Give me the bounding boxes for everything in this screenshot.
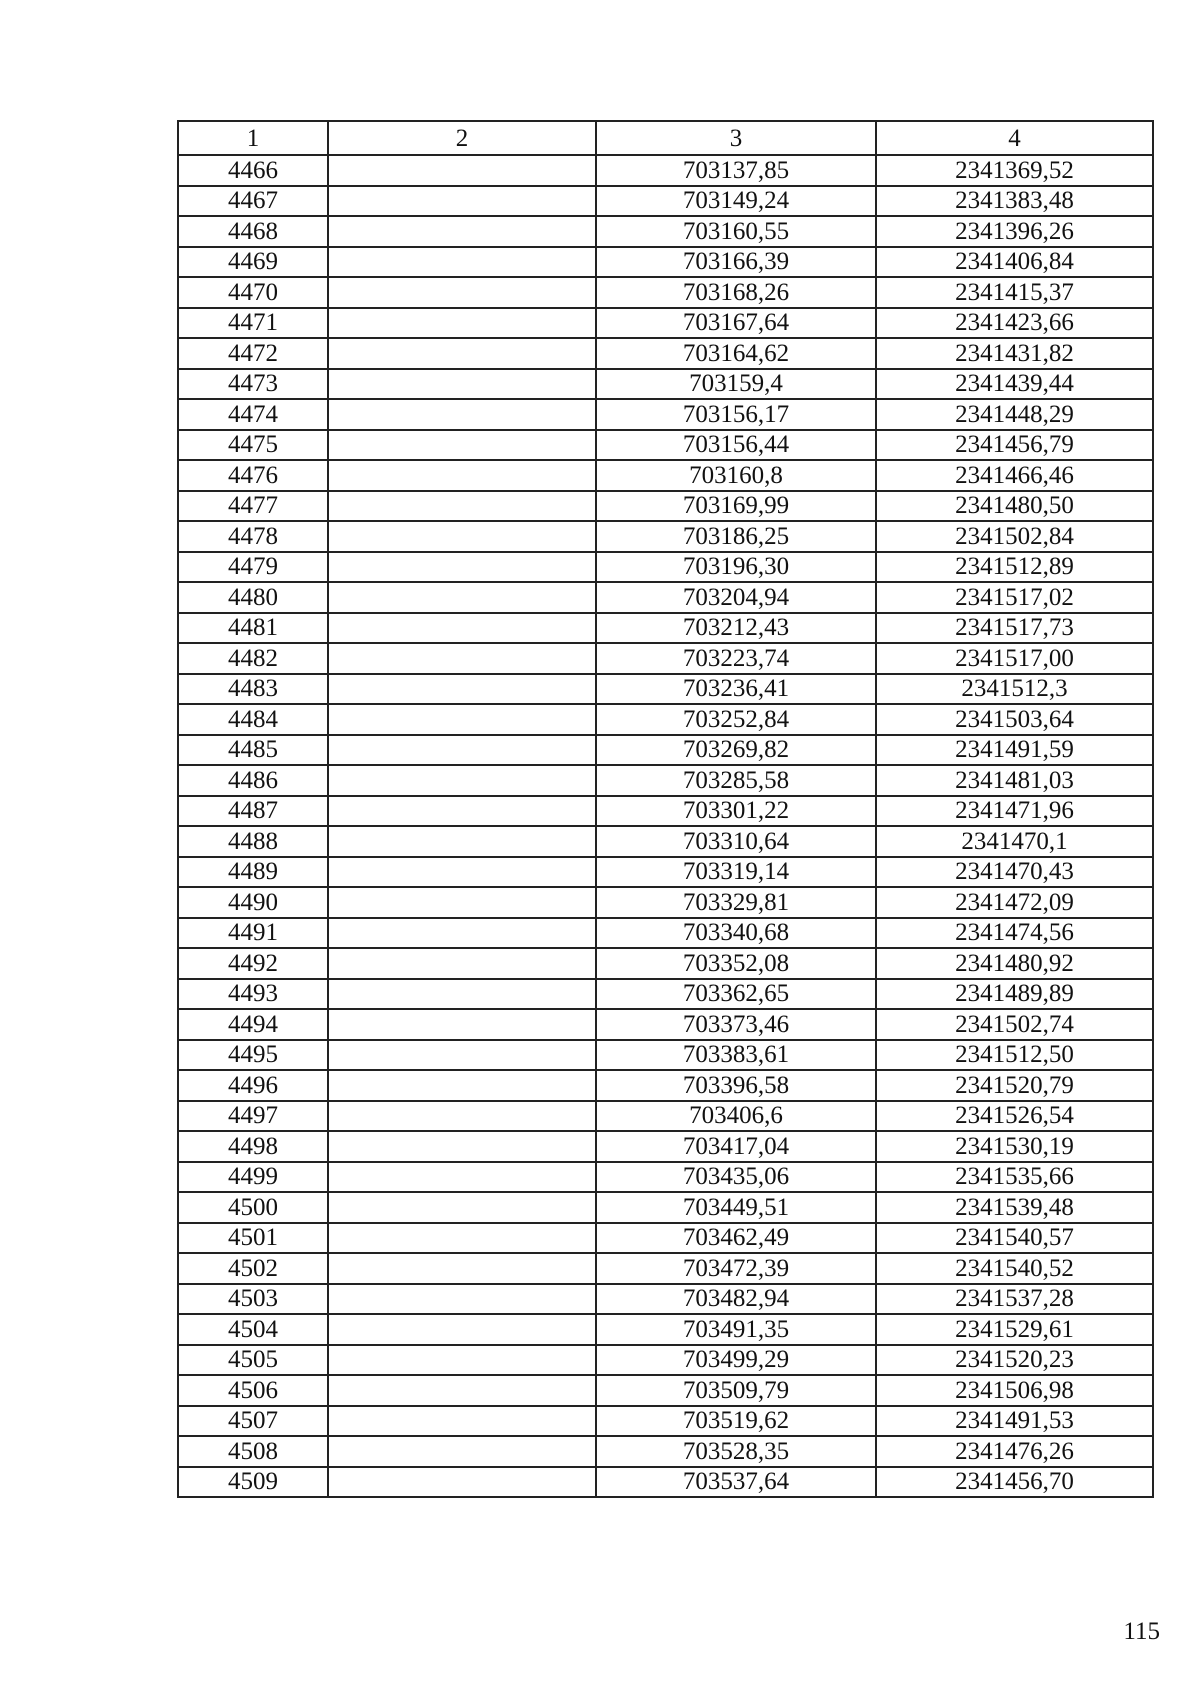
table-cell-col-4: 2341406,84 bbox=[876, 247, 1153, 278]
table-row bbox=[178, 521, 1153, 552]
table-cell-col-4: 2341456,70 bbox=[876, 1467, 1153, 1498]
table-cell-col-1: 4491 bbox=[178, 918, 328, 949]
table-cell-col-4: 2341540,57 bbox=[876, 1223, 1153, 1254]
table-cell-col-2 bbox=[328, 430, 596, 461]
table-cell-col-2 bbox=[328, 674, 596, 705]
table-cell-col-4: 2341480,92 bbox=[876, 948, 1153, 979]
table-row bbox=[178, 186, 1153, 217]
table-row bbox=[178, 918, 1153, 949]
table-cell-col-2 bbox=[328, 1101, 596, 1132]
table-cell-col-3: 703482,94 bbox=[596, 1284, 876, 1315]
table-row bbox=[178, 1192, 1153, 1223]
table-row bbox=[178, 979, 1153, 1010]
table-cell-col-4: 2341369,52 bbox=[876, 155, 1153, 186]
table-row bbox=[178, 1070, 1153, 1101]
table-cell-col-3: 703462,49 bbox=[596, 1223, 876, 1254]
table-cell-col-4: 2341415,37 bbox=[876, 277, 1153, 308]
table-cell-col-4: 2341517,02 bbox=[876, 582, 1153, 613]
table-cell-col-4: 2341512,50 bbox=[876, 1040, 1153, 1071]
table-cell-col-4: 2341517,73 bbox=[876, 613, 1153, 644]
table-cell-col-1: 4469 bbox=[178, 247, 328, 278]
table-cell-col-2 bbox=[328, 155, 596, 186]
table-cell-col-1: 4472 bbox=[178, 338, 328, 369]
table-row bbox=[178, 1284, 1153, 1315]
table-cell-col-3: 703509,79 bbox=[596, 1375, 876, 1406]
table-row bbox=[178, 765, 1153, 796]
table-cell-col-3: 703236,41 bbox=[596, 674, 876, 705]
table-cell-col-3: 703156,17 bbox=[596, 399, 876, 430]
table-row bbox=[178, 613, 1153, 644]
table-row bbox=[178, 674, 1153, 705]
table-cell-col-3: 703528,35 bbox=[596, 1436, 876, 1467]
table-cell-col-3: 703164,62 bbox=[596, 338, 876, 369]
table-cell-col-4: 2341539,48 bbox=[876, 1192, 1153, 1223]
table-cell-col-2 bbox=[328, 643, 596, 674]
table-cell-col-2 bbox=[328, 369, 596, 400]
table-cell-col-1: 4497 bbox=[178, 1101, 328, 1132]
table-cell-col-2 bbox=[328, 277, 596, 308]
table-cell-col-1: 4471 bbox=[178, 308, 328, 339]
table-cell-col-1: 4495 bbox=[178, 1040, 328, 1071]
table-cell-col-1: 4483 bbox=[178, 674, 328, 705]
table-cell-col-4: 2341506,98 bbox=[876, 1375, 1153, 1406]
table-cell-col-2 bbox=[328, 796, 596, 827]
table-cell-col-4: 2341502,74 bbox=[876, 1009, 1153, 1040]
table-cell-col-2 bbox=[328, 308, 596, 339]
table-cell-col-3: 703252,84 bbox=[596, 704, 876, 735]
table-cell-col-1: 4507 bbox=[178, 1406, 328, 1437]
table-cell-col-4: 2341466,46 bbox=[876, 460, 1153, 491]
table-cell-col-3: 703519,62 bbox=[596, 1406, 876, 1437]
table-cell-col-3: 703435,06 bbox=[596, 1162, 876, 1193]
table-cell-col-3: 703406,6 bbox=[596, 1101, 876, 1132]
table-cell-col-3: 703396,58 bbox=[596, 1070, 876, 1101]
table-cell-col-3: 703156,44 bbox=[596, 430, 876, 461]
table-cell-col-2 bbox=[328, 613, 596, 644]
table-cell-col-4: 2341448,29 bbox=[876, 399, 1153, 430]
table-cell-col-4: 2341476,26 bbox=[876, 1436, 1153, 1467]
table-cell-col-2 bbox=[328, 1375, 596, 1406]
table-row bbox=[178, 1162, 1153, 1193]
table-cell-col-4: 2341471,96 bbox=[876, 796, 1153, 827]
table-cell-col-3: 703491,35 bbox=[596, 1314, 876, 1345]
table-cell-col-4: 2341512,89 bbox=[876, 552, 1153, 583]
table-row bbox=[178, 735, 1153, 766]
table-cell-col-4: 2341396,26 bbox=[876, 216, 1153, 247]
table-cell-col-1: 4489 bbox=[178, 857, 328, 888]
table-row bbox=[178, 1101, 1153, 1132]
table-cell-col-3: 703160,55 bbox=[596, 216, 876, 247]
table-cell-col-2 bbox=[328, 552, 596, 583]
table-cell-col-3: 703319,14 bbox=[596, 857, 876, 888]
table-cell-col-4: 2341491,59 bbox=[876, 735, 1153, 766]
table-cell-col-3: 703269,82 bbox=[596, 735, 876, 766]
table-cell-col-1: 4500 bbox=[178, 1192, 328, 1223]
table-cell-col-2 bbox=[328, 826, 596, 857]
table-cell-col-1: 4480 bbox=[178, 582, 328, 613]
table-row bbox=[178, 704, 1153, 735]
table-cell-col-1: 4493 bbox=[178, 979, 328, 1010]
table-cell-col-1: 4508 bbox=[178, 1436, 328, 1467]
table-cell-col-1: 4509 bbox=[178, 1467, 328, 1498]
table-row bbox=[178, 308, 1153, 339]
table-cell-col-4: 2341439,44 bbox=[876, 369, 1153, 400]
table-cell-col-1: 4502 bbox=[178, 1253, 328, 1284]
table-cell-col-4: 2341456,79 bbox=[876, 430, 1153, 461]
table-row bbox=[178, 460, 1153, 491]
table-cell-col-1: 4467 bbox=[178, 186, 328, 217]
table-cell-col-1: 4475 bbox=[178, 430, 328, 461]
table-cell-col-1: 4499 bbox=[178, 1162, 328, 1193]
table-cell-col-3: 703472,39 bbox=[596, 1253, 876, 1284]
table-cell-col-4: 2341526,54 bbox=[876, 1101, 1153, 1132]
table-cell-col-2 bbox=[328, 521, 596, 552]
table-cell-col-2 bbox=[328, 1223, 596, 1254]
table-cell-col-3: 703160,8 bbox=[596, 460, 876, 491]
table-header-row bbox=[178, 121, 1153, 155]
table-cell-col-1: 4482 bbox=[178, 643, 328, 674]
table-cell-col-2 bbox=[328, 1436, 596, 1467]
table-row bbox=[178, 1131, 1153, 1162]
table-cell-col-4: 2341474,56 bbox=[876, 918, 1153, 949]
table-cell-col-2 bbox=[328, 1253, 596, 1284]
table-cell-col-4: 2341512,3 bbox=[876, 674, 1153, 705]
table-row bbox=[178, 1009, 1153, 1040]
table-cell-col-3: 703159,4 bbox=[596, 369, 876, 400]
table-cell-col-3: 703301,22 bbox=[596, 796, 876, 827]
table-cell-col-2 bbox=[328, 1040, 596, 1071]
table-cell-col-1: 4501 bbox=[178, 1223, 328, 1254]
table-cell-col-2 bbox=[328, 1345, 596, 1376]
table-row bbox=[178, 887, 1153, 918]
table-cell-col-3: 703329,81 bbox=[596, 887, 876, 918]
table-cell-col-4: 2341540,52 bbox=[876, 1253, 1153, 1284]
table-cell-col-3: 703149,24 bbox=[596, 186, 876, 217]
table-row bbox=[178, 247, 1153, 278]
table-cell-col-1: 4503 bbox=[178, 1284, 328, 1315]
table-row bbox=[178, 430, 1153, 461]
table-cell-col-1: 4490 bbox=[178, 887, 328, 918]
table-row bbox=[178, 948, 1153, 979]
table-cell-col-2 bbox=[328, 460, 596, 491]
table-cell-col-4: 2341520,79 bbox=[876, 1070, 1153, 1101]
table-cell-col-3: 703166,39 bbox=[596, 247, 876, 278]
table-cell-col-3: 703196,30 bbox=[596, 552, 876, 583]
table-cell-col-2 bbox=[328, 399, 596, 430]
table-row bbox=[178, 399, 1153, 430]
table-cell-col-3: 703169,99 bbox=[596, 491, 876, 522]
coordinates-table bbox=[177, 120, 1154, 1498]
page-number: 115 bbox=[1123, 1618, 1160, 1645]
table-cell-col-3: 703285,58 bbox=[596, 765, 876, 796]
table-cell-col-3: 703340,68 bbox=[596, 918, 876, 949]
table-cell-col-3: 703186,25 bbox=[596, 521, 876, 552]
table-cell-col-2 bbox=[328, 735, 596, 766]
table-cell-col-4: 2341489,89 bbox=[876, 979, 1153, 1010]
table-row bbox=[178, 552, 1153, 583]
table-cell-col-2 bbox=[328, 948, 596, 979]
table-cell-col-2 bbox=[328, 1284, 596, 1315]
table-cell-col-1: 4498 bbox=[178, 1131, 328, 1162]
table-cell-col-4: 2341431,82 bbox=[876, 338, 1153, 369]
table-cell-col-4: 2341517,00 bbox=[876, 643, 1153, 674]
table-cell-col-1: 4468 bbox=[178, 216, 328, 247]
header-cell-2: 2 bbox=[328, 121, 596, 155]
table-cell-col-1: 4470 bbox=[178, 277, 328, 308]
table-cell-col-2 bbox=[328, 918, 596, 949]
table-cell-col-2 bbox=[328, 491, 596, 522]
table-cell-col-2 bbox=[328, 1009, 596, 1040]
table-cell-col-2 bbox=[328, 216, 596, 247]
table-cell-col-1: 4496 bbox=[178, 1070, 328, 1101]
table-row bbox=[178, 1345, 1153, 1376]
table-row bbox=[178, 826, 1153, 857]
table-cell-col-3: 703137,85 bbox=[596, 155, 876, 186]
table-cell-col-2 bbox=[328, 582, 596, 613]
table-cell-col-2 bbox=[328, 979, 596, 1010]
table-cell-col-1: 4474 bbox=[178, 399, 328, 430]
table-cell-col-2 bbox=[328, 247, 596, 278]
table-row bbox=[178, 1406, 1153, 1437]
table-cell-col-4: 2341472,09 bbox=[876, 887, 1153, 918]
table-cell-col-4: 2341502,84 bbox=[876, 521, 1153, 552]
table-row bbox=[178, 1436, 1153, 1467]
table-cell-col-4: 2341481,03 bbox=[876, 765, 1153, 796]
table-cell-col-3: 703362,65 bbox=[596, 979, 876, 1010]
table-row bbox=[178, 277, 1153, 308]
header-cell-1: 1 bbox=[178, 121, 328, 155]
table-cell-col-2 bbox=[328, 1467, 596, 1498]
table-row bbox=[178, 1223, 1153, 1254]
table-row bbox=[178, 491, 1153, 522]
table-cell-col-1: 4487 bbox=[178, 796, 328, 827]
table-cell-col-1: 4504 bbox=[178, 1314, 328, 1345]
table-cell-col-1: 4479 bbox=[178, 552, 328, 583]
table-cell-col-2 bbox=[328, 338, 596, 369]
table-cell-col-3: 703212,43 bbox=[596, 613, 876, 644]
table-row bbox=[178, 1467, 1153, 1498]
table-cell-col-4: 2341503,64 bbox=[876, 704, 1153, 735]
table-cell-col-3: 703204,94 bbox=[596, 582, 876, 613]
table-row bbox=[178, 582, 1153, 613]
table-cell-col-1: 4506 bbox=[178, 1375, 328, 1406]
table-cell-col-1: 4466 bbox=[178, 155, 328, 186]
table-cell-col-1: 4486 bbox=[178, 765, 328, 796]
table-cell-col-2 bbox=[328, 1131, 596, 1162]
table-cell-col-1: 4505 bbox=[178, 1345, 328, 1376]
table-cell-col-3: 703383,61 bbox=[596, 1040, 876, 1071]
table-cell-col-1: 4484 bbox=[178, 704, 328, 735]
table-cell-col-2 bbox=[328, 1162, 596, 1193]
table-row bbox=[178, 155, 1153, 186]
table-row bbox=[178, 1314, 1153, 1345]
table-cell-col-2 bbox=[328, 1406, 596, 1437]
table-cell-col-4: 2341470,1 bbox=[876, 826, 1153, 857]
table-cell-col-3: 703167,64 bbox=[596, 308, 876, 339]
table-cell-col-2 bbox=[328, 1070, 596, 1101]
table-cell-col-4: 2341530,19 bbox=[876, 1131, 1153, 1162]
table-cell-col-2 bbox=[328, 1192, 596, 1223]
table-cell-col-3: 703499,29 bbox=[596, 1345, 876, 1376]
table-cell-col-4: 2341535,66 bbox=[876, 1162, 1153, 1193]
table-cell-col-3: 703417,04 bbox=[596, 1131, 876, 1162]
header-cell-4: 4 bbox=[876, 121, 1153, 155]
table-cell-col-3: 703223,74 bbox=[596, 643, 876, 674]
table-cell-col-4: 2341491,53 bbox=[876, 1406, 1153, 1437]
table-cell-col-4: 2341480,50 bbox=[876, 491, 1153, 522]
table-cell-col-2 bbox=[328, 1314, 596, 1345]
table-cell-col-2 bbox=[328, 887, 596, 918]
table-body bbox=[178, 121, 1153, 1497]
table-cell-col-3: 703168,26 bbox=[596, 277, 876, 308]
table-row bbox=[178, 643, 1153, 674]
table-row bbox=[178, 369, 1153, 400]
table-cell-col-4: 2341470,43 bbox=[876, 857, 1153, 888]
table-row bbox=[178, 857, 1153, 888]
header-cell-3: 3 bbox=[596, 121, 876, 155]
table-cell-col-1: 4476 bbox=[178, 460, 328, 491]
table-cell-col-3: 703449,51 bbox=[596, 1192, 876, 1223]
table-row bbox=[178, 216, 1153, 247]
table-cell-col-2 bbox=[328, 857, 596, 888]
table-cell-col-1: 4477 bbox=[178, 491, 328, 522]
table-cell-col-4: 2341383,48 bbox=[876, 186, 1153, 217]
table-cell-col-4: 2341423,66 bbox=[876, 308, 1153, 339]
table-cell-col-1: 4478 bbox=[178, 521, 328, 552]
table-cell-col-4: 2341520,23 bbox=[876, 1345, 1153, 1376]
table-cell-col-1: 4485 bbox=[178, 735, 328, 766]
table-cell-col-3: 703310,64 bbox=[596, 826, 876, 857]
table-cell-col-1: 4473 bbox=[178, 369, 328, 400]
table-cell-col-4: 2341537,28 bbox=[876, 1284, 1153, 1315]
table-cell-col-1: 4481 bbox=[178, 613, 328, 644]
table-cell-col-3: 703537,64 bbox=[596, 1467, 876, 1498]
table-cell-col-3: 703373,46 bbox=[596, 1009, 876, 1040]
table-row bbox=[178, 1040, 1153, 1071]
table-cell-col-1: 4488 bbox=[178, 826, 328, 857]
table-row bbox=[178, 338, 1153, 369]
table-cell-col-3: 703352,08 bbox=[596, 948, 876, 979]
table-cell-col-2 bbox=[328, 704, 596, 735]
table-row bbox=[178, 1375, 1153, 1406]
table-row bbox=[178, 1253, 1153, 1284]
table-row bbox=[178, 796, 1153, 827]
table-cell-col-4: 2341529,61 bbox=[876, 1314, 1153, 1345]
table-cell-col-1: 4494 bbox=[178, 1009, 328, 1040]
table-cell-col-2 bbox=[328, 765, 596, 796]
table-cell-col-2 bbox=[328, 186, 596, 217]
table-cell-col-1: 4492 bbox=[178, 948, 328, 979]
